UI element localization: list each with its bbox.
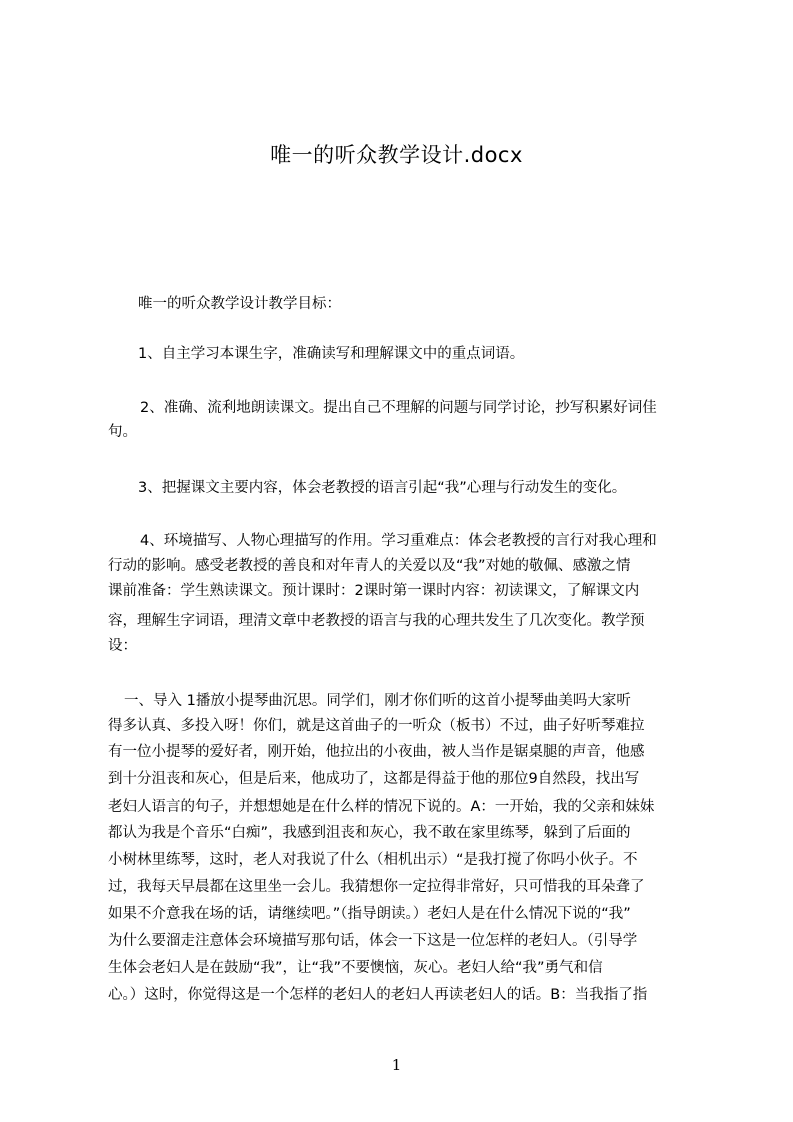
document-title: 唯一的听众教学设计.docx	[270, 143, 523, 167]
objective-1: 1、自主学习本课生字，准确读写和理解课文中的重点词语。	[138, 346, 525, 362]
objective-4-line-1: 4、环境描写、人物心理描写的作用。学习重难点：体会老教授的言行对我心理和	[140, 533, 657, 549]
intro-line-6: 都认为我是个音乐“白痴”，我感到沮丧和灰心，我不敢在家里练琴，躲到了后面的	[108, 825, 631, 841]
intro-line-7: 小树林里练琴，这时，老人对我说了什么（相机出示）“是我打搅了你吗小伙子。不	[108, 852, 638, 868]
intro-line-4: 到十分沮丧和灰心，但是后来，他成功了，这都是得益于他的那位9自然段，找出写	[108, 771, 640, 787]
objective-4-line-3: 课前准备：学生熟读课文。预计课时：2课时第一课时内容：初读课文，了解课文内	[108, 583, 640, 599]
intro-line-11: 生体会老妇人是在鼓励“我”，让“我”不要懊恼，灰心。老妇人给“我”勇气和信	[108, 960, 603, 976]
objective-4-line-2: 行动的影响。感受老教授的善良和对年青人的关爱以及“我”对她的敬佩、感激之情	[108, 558, 631, 574]
intro-line-12: 心。）这时，你觉得这是一个怎样的老妇人的老妇人再读老妇人的话。B：当我指了指	[108, 987, 648, 1003]
intro-line-1: 一、导入 1播放小提琴曲沉思。同学们，刚才你们听的这首小提琴曲美吗大家听	[124, 693, 631, 709]
objective-4-line-5: 设：	[108, 638, 137, 654]
objective-2-line-1: 2、准确、流利地朗读课文。提出自己不理解的问题与同学讨论，抄写积累好词佳	[140, 400, 657, 416]
page-number: 1	[391, 1056, 402, 1074]
objective-3: 3、把握课文主要内容，体会老教授的语言引起“我”心理与行动发生的变化。	[138, 480, 627, 496]
objectives-heading: 唯一的听众教学设计教学目标：	[138, 296, 341, 312]
intro-line-8: 过，我每天早晨都在这里坐一会儿。我猜想你一定拉得非常好，只可惜我的耳朵聋了	[108, 879, 645, 895]
objective-4-line-4: 容，理解生字词语，理清文章中老教授的语言与我的心理共发生了几次变化。教学预	[108, 613, 645, 629]
intro-line-5: 老妇人语言的句子，并想想她是在什么样的情况下说的。A：一开始，我的父亲和妹妹	[108, 799, 655, 815]
intro-line-10: 为什么要溜走注意体会环境描写那句话，体会一下这是一位怎样的老妇人。（引导学	[108, 933, 638, 949]
intro-line-3: 有一位小提琴的爱好者，刚开始，他拉出的小夜曲，被人当作是锯桌腿的声音，他感	[108, 744, 645, 760]
objective-2-line-2: 句。	[108, 424, 137, 440]
intro-line-2: 得多认真、多投入呀！你们，就是这首曲子的一听众（板书）不过，曲子好听琴难拉	[108, 718, 645, 734]
intro-line-9: 如果不介意我在场的话，请继续吧。”（指导朗读。）老妇人是在什么情况下说的“我”	[108, 906, 631, 922]
